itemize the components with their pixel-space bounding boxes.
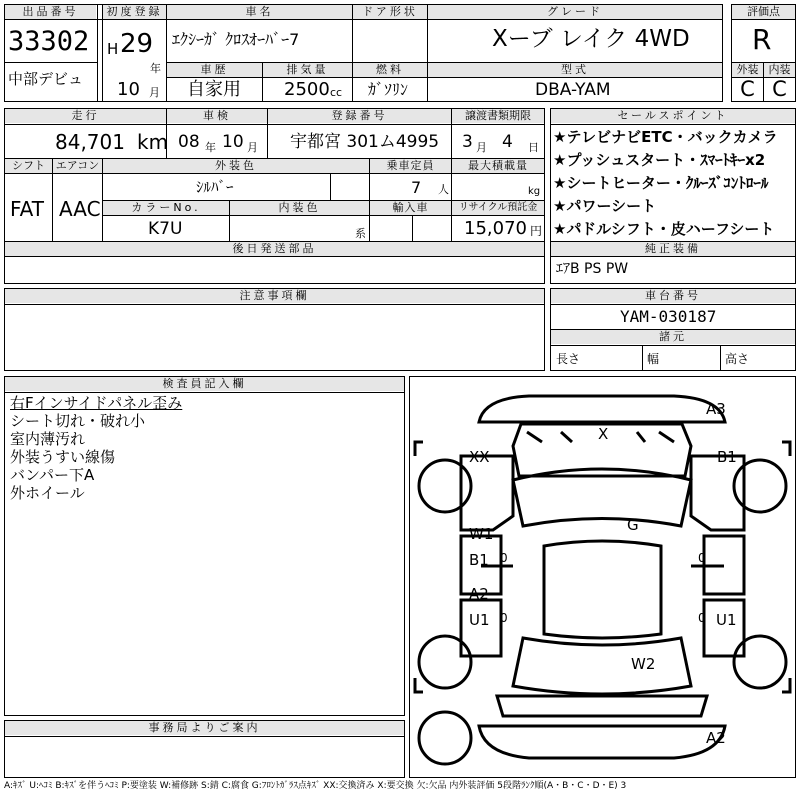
inspector-note-3: 室内薄汚れ: [10, 430, 86, 448]
debut-label: 中部デビュ: [8, 70, 84, 88]
inspection-year: 08: [178, 132, 200, 152]
fuel-value: ｶﾞｿﾘﾝ: [368, 80, 409, 99]
interior-grade-label: 内装: [764, 63, 795, 77]
color-number-value: K7U: [148, 219, 183, 239]
grade-value: Xーブ レイク 4WD: [492, 26, 690, 52]
import-car-label: 輸入車: [370, 201, 451, 215]
transfer-day: 4: [502, 132, 513, 152]
inspection-month: 10: [222, 132, 244, 152]
standard-equipment-label: 純正装備: [551, 242, 795, 256]
capacity-label: 乗車定員: [370, 159, 451, 173]
selling-points-label: セールスポイント: [551, 109, 795, 123]
interior-grade-value: C: [772, 77, 787, 101]
mark-left-front-door-b: B1: [469, 551, 489, 569]
mark-left-rear-door-zero: 0: [500, 611, 508, 625]
model-type-value: DBA-YAM: [535, 80, 611, 100]
lot-number-label: 出品番号: [5, 5, 96, 19]
first-reg-year: 29: [120, 29, 154, 59]
chassis-number-value: YAM-030187: [620, 307, 717, 326]
mileage-value: 84,701: [55, 130, 125, 154]
mark-left-rear-door-a: A2: [469, 585, 489, 603]
mark-hood: X: [598, 425, 609, 443]
shift-value: FAT: [10, 197, 45, 221]
exterior-color-label: 外装色: [103, 159, 369, 173]
mark-right-front-door-zero: 0: [698, 551, 706, 565]
aircon-label: エアコン: [53, 159, 102, 173]
mileage-label: 走行: [5, 109, 166, 123]
length-label: 長さ: [556, 352, 581, 366]
recycle-deposit-label: リサイクル預託金: [452, 201, 544, 215]
car-name: ｴｸｼｰｶﾞ ｸﾛｽｵｰﾊﾞｰ7: [172, 30, 300, 49]
selling-point-1: ★テレビナビETC・バックカメラ: [553, 128, 778, 146]
interior-color-label: 内装色: [230, 201, 369, 215]
model-type-label: 型式: [428, 63, 722, 77]
displacement-label: 排気量: [263, 63, 352, 77]
notes-label: 注意事項欄: [5, 289, 544, 303]
transfer-day-unit: 日: [528, 141, 539, 154]
lot-number: 33302: [8, 26, 90, 57]
inspector-note-2: シート切れ・破れ小: [10, 412, 146, 430]
first-registration-label: 初度登録: [103, 5, 166, 19]
grade-label: グレード: [428, 5, 722, 19]
damage-code-legend: A:ｷｽﾞ U:ﾍｺﾐ B:ｷｽﾞを伴うﾍｺﾐ P:要塗装 W:補修跡 S:錆 C:腐食 G:ﾌﾛﾝﾄｶﾞﾗｽ点ｷｽﾞ XX:交換済み X:要交換 欠:欠品 内外装評価 5段階ﾗﾝｸ順(A・B・C・D・E) 3: [4, 781, 627, 791]
aircon-value: AAC: [59, 197, 101, 221]
later-parts-label: 後日発送部品: [5, 242, 544, 256]
mark-right-front-fender: B1: [717, 448, 737, 466]
inspection-year-unit: 年: [205, 141, 216, 154]
mark-left-front-fender: XX: [469, 448, 490, 466]
first-reg-month: 10: [117, 79, 140, 100]
mark-left-front-door-a: W1: [469, 525, 494, 543]
era-letter: H: [107, 40, 119, 58]
interior-color-unit: 系: [355, 227, 366, 240]
score-label: 評価点: [732, 5, 795, 19]
fuel-label: 燃料: [353, 63, 427, 77]
mark-windshield: G: [627, 516, 639, 534]
inspector-note-6: 外ホイール: [10, 484, 85, 502]
car-name-label: 車名: [167, 5, 352, 19]
selling-point-3: ★シートヒーター・ｸﾙｰｽﾞｺﾝﾄﾛｰﾙ: [553, 174, 769, 192]
mark-front-bumper: A3: [706, 400, 726, 418]
shift-label: シフト: [5, 159, 52, 173]
recycle-deposit-unit: 円: [530, 224, 543, 238]
selling-point-5: ★パドルシフト・皮ハーフシート: [553, 220, 775, 238]
capacity-unit: 人: [438, 183, 449, 196]
standard-equipment-value: ｴｱB PS PW: [556, 261, 629, 277]
displacement-value: 2500: [284, 79, 330, 100]
inspector-note-4: 外装うすい線傷: [10, 448, 116, 466]
history-value: 自家用: [187, 79, 241, 100]
inspector-note-5: バンパー下A: [10, 466, 95, 484]
mark-left-rear-door-b: U1: [469, 611, 490, 629]
height-label: 高さ: [725, 352, 750, 366]
recycle-deposit-value: 15,070: [464, 218, 527, 239]
width-label: 幅: [647, 352, 660, 366]
selling-point-2: ★プッシュスタート・ｽﾏｰﾄｷｰx2: [553, 151, 766, 169]
score-value: R: [752, 23, 772, 56]
dimensions-label: 諸元: [551, 330, 795, 344]
displacement-unit: cc: [330, 86, 343, 99]
transfer-month-unit: 月: [476, 141, 487, 154]
office-notice-label: 事務局よりご案内: [5, 721, 404, 735]
selling-point-4: ★パワーシート: [553, 197, 657, 215]
exterior-grade-label: 外装: [732, 63, 763, 77]
chassis-number-label: 車台番号: [551, 289, 795, 303]
month-unit: 月: [149, 86, 160, 99]
inspector-notes-label: 検査員記入欄: [5, 377, 404, 391]
registration-number-label: 登録番号: [268, 109, 451, 123]
exterior-color-value: ｼﾙﾊﾞｰ: [196, 178, 234, 196]
capacity-value: 7: [411, 178, 422, 197]
mileage-unit: km: [137, 130, 169, 154]
registration-number: 宇都宮 301ム4995: [290, 132, 440, 152]
mark-right-rear-door-zero: 0: [698, 611, 706, 625]
door-type-label: ドア形状: [353, 5, 427, 19]
max-load-label: 最大積載量: [452, 159, 544, 173]
inspector-note-1: 右Fインサイドパネル歪み: [10, 394, 183, 412]
inspection-month-unit: 月: [247, 141, 258, 154]
mark-left-front-door-zero: 0: [500, 551, 508, 565]
exterior-grade-value: C: [740, 77, 755, 101]
transfer-month: 3: [462, 132, 473, 152]
color-number-label: カラーNo.: [103, 201, 229, 215]
inspection-label: 車検: [167, 109, 267, 123]
max-load-unit: kg: [528, 186, 541, 197]
history-label: 車歴: [167, 63, 262, 77]
transfer-deadline-label: 譲渡書類期限: [452, 109, 544, 123]
mark-rear-bumper: A2: [706, 729, 726, 747]
mark-right-rear-door: U1: [716, 611, 737, 629]
mark-rear-glass: W2: [631, 655, 656, 673]
year-unit: 年: [150, 62, 161, 75]
